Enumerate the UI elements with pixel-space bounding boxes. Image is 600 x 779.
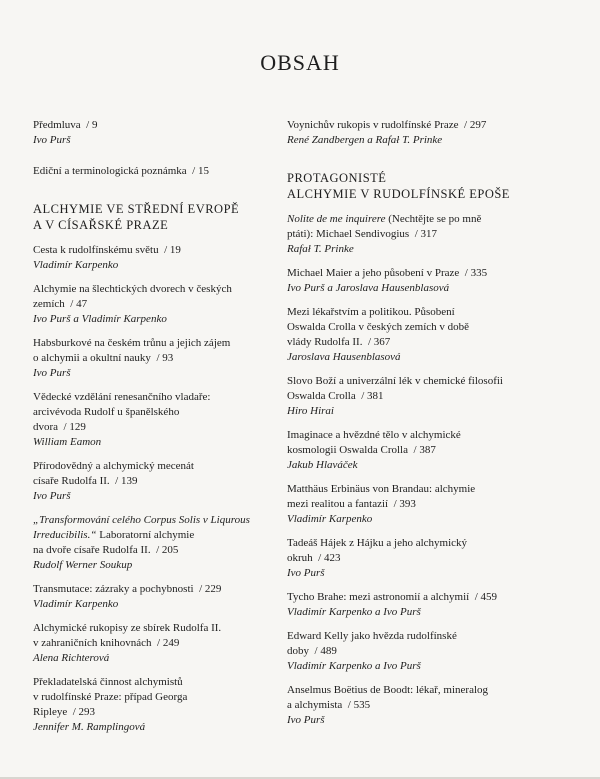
page-title: OBSAH xyxy=(260,50,340,75)
entry-author: Alena Richterová xyxy=(33,652,110,664)
entry-author: Ivo Purš a Vladimír Karpenko xyxy=(33,313,167,325)
toc-entry[interactable]: Nolite de me inquirere (Nechtějte se po mně ptáti): Michael Sendivogius / 317 Rafał T. Prinke xyxy=(287,212,527,257)
toc-entry[interactable]: Transmutace: zázraky a pochybnosti / 229 Vladimír Karpenko xyxy=(33,582,278,612)
entry-title: Předmluva / 9 xyxy=(33,119,98,131)
toc-entry[interactable]: Anselmus Boëtius de Boodt: lékař, mineralog a alchymista / 535 Ivo Purš xyxy=(287,683,527,728)
toc-entry[interactable]: Alchymické rukopisy ze sbírek Rudolfa II. v zahraničních knihovnách / 249 Alena Richterová xyxy=(33,621,278,666)
entry-author: Vladimír Karpenko xyxy=(287,513,373,525)
entry-author: Ivo Purš xyxy=(33,367,71,379)
toc-entry[interactable]: Překladatelská činnost alchymistů v rudolfínské Praze: případ Georga Ripleye / 293 Jennifer M. Ramplingová xyxy=(33,675,278,735)
toc-entry[interactable]: Edward Kelly jako hvězda rudolfínské doby / 489 Vladimír Karpenko a Ivo Purš xyxy=(287,629,527,674)
toc-entry[interactable]: Tycho Brahe: mezi astronomií a alchymií / 459 Vladimír Karpenko a Ivo Purš xyxy=(287,590,527,620)
entry-author: Ivo Purš xyxy=(33,134,71,146)
entry-title: Ediční a terminologická poznámka / 15 xyxy=(33,165,209,177)
toc-entry[interactable]: Imaginace a hvězdné tělo v alchymické kosmologii Oswalda Crolla / 387 Jakub Hlaváček xyxy=(287,428,527,473)
entry-author: René Zandbergen a Rafał T. Prinke xyxy=(287,134,443,146)
toc-entry-edicni-poznamka[interactable] xyxy=(33,164,278,179)
entry-author: Vladimír Karpenko a Ivo Purš xyxy=(287,606,421,618)
toc-entry[interactable]: Michael Maier a jeho působení v Praze / 335 Ivo Purš a Jaroslava Hausenblasová xyxy=(287,266,527,296)
entry-author: Vladimír Karpenko a Ivo Purš xyxy=(287,660,421,672)
toc-entry[interactable]: Přírodovědný a alchymický mecenát císaře Rudolfa II. / 139 Ivo Purš xyxy=(33,459,278,504)
entry-author: Ivo Purš a Jaroslava Hausenblasová xyxy=(287,282,450,294)
toc-entry-voynich[interactable]: Voynichův rukopis v rudolfínské Praze / 297 René Zandbergen a Rafał T. Prinke xyxy=(287,118,527,148)
toc-left-column xyxy=(33,118,278,744)
toc-entry[interactable]: Vědecké vzdělání renesančního vladaře: arcivévoda Rudolf u španělského dvora / 129 William Eamon xyxy=(33,390,278,450)
entry-author: William Eamon xyxy=(33,436,102,448)
entry-author: Ivo Purš xyxy=(287,567,325,579)
toc-entry[interactable]: Tadeáš Hájek z Hájku a jeho alchymický okruh / 423 Ivo Purš xyxy=(287,536,527,581)
toc-entry[interactable]: Slovo Boží a univerzální lék v chemické filosofii Oswalda Crolla / 381 Hiro Hirai xyxy=(287,374,527,419)
section-heading-protagoniste: PROTAGONISTÉ ALCHYMIE V RUDOLFÍNSKÉ EPOŠE xyxy=(287,171,510,201)
entry-author: Jaroslava Hausenblasová xyxy=(287,351,401,363)
toc-entry[interactable]: Habsburkové na českém trůnu a jejich zájem o alchymii a okultní nauky / 93 Ivo Purš xyxy=(33,336,278,381)
toc-entry[interactable]: Cesta k rudolfínskému světu / 19 Vladimír Karpenko xyxy=(33,243,278,273)
section-heading-alchymie: ALCHYMIE VE STŘEDNÍ EVROPĚ A V CÍSAŘSKÉ PRAZE xyxy=(33,202,240,232)
toc-entry[interactable]: Mezi lékařstvím a politikou. Působení Oswalda Crolla v českých zemích v době vlády Rudolfa II. / 367 Jaroslava Hausenblasová xyxy=(287,305,527,365)
entry-author: Jakub Hlaváček xyxy=(287,459,358,471)
entry-author: Jennifer M. Ramplingová xyxy=(33,721,146,733)
toc-entry[interactable]: „Transformování celého Corpus Solis v Liqurous Irreducibilis.“ Laboratorní alchymie na dvoře císaře Rudolfa II. / 205 Rudolf Werner Soukup xyxy=(33,513,278,573)
entry-author: Ivo Purš xyxy=(33,490,71,502)
entry-author: Vladimír Karpenko xyxy=(33,598,119,610)
entry-author: Ivo Purš xyxy=(287,714,325,726)
entry-author: Vladimír Karpenko xyxy=(33,259,119,271)
entry-author: Rafał T. Prinke xyxy=(287,243,354,255)
entry-author: Hiro Hirai xyxy=(287,405,334,417)
toc-entry[interactable]: Alchymie na šlechtických dvorech v českých zemích / 47 Ivo Purš a Vladimír Karpenko xyxy=(33,282,278,327)
toc-right-column xyxy=(287,118,527,737)
toc-entry-predmluva[interactable] xyxy=(33,118,278,148)
entry-author: Rudolf Werner Soukup xyxy=(33,559,133,571)
toc-entry[interactable]: Matthäus Erbinäus von Brandau: alchymie mezi realitou a fantazií / 393 Vladimír Karpenko xyxy=(287,482,527,527)
